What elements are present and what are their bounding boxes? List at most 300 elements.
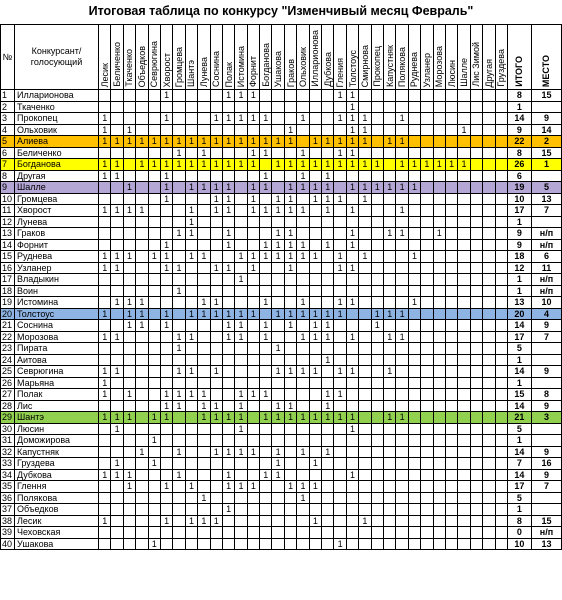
vote-cell: [396, 366, 408, 378]
vote-cell: [483, 124, 495, 136]
vote-cell: [284, 446, 296, 458]
vote-cell: [297, 101, 309, 113]
vote-cell: [247, 101, 259, 113]
vote-cell: [359, 435, 371, 447]
vote-cell: 1: [396, 182, 408, 194]
vote-cell: [198, 366, 210, 378]
vote-cell: [198, 527, 210, 539]
vote-cell: [458, 262, 470, 274]
voter-header-label: Ольховик: [297, 47, 308, 87]
vote-cell: [483, 515, 495, 527]
vote-cell: 1: [334, 308, 346, 320]
vote-cell: [458, 412, 470, 424]
contestant-name: Хворост: [15, 205, 99, 217]
vote-cell: [470, 538, 482, 550]
vote-cell: [123, 377, 135, 389]
vote-cell: 1: [260, 170, 272, 182]
place-cell: [531, 354, 561, 366]
total-cell: 13: [507, 297, 531, 309]
voter-header-label: Илларионова: [310, 30, 321, 87]
vote-cell: [260, 458, 272, 470]
vote-cell: [284, 285, 296, 297]
vote-cell: [408, 435, 420, 447]
vote-cell: 1: [322, 205, 334, 217]
vote-cell: [136, 412, 148, 424]
vote-cell: [371, 101, 383, 113]
vote-cell: [396, 343, 408, 355]
vote-cell: [371, 492, 383, 504]
vote-cell: [433, 481, 445, 493]
vote-cell: 1: [185, 205, 197, 217]
vote-cell: 1: [123, 182, 135, 194]
vote-cell: [210, 90, 222, 102]
vote-cell: [396, 124, 408, 136]
vote-cell: [458, 147, 470, 159]
vote-cell: [445, 182, 457, 194]
vote-cell: [198, 101, 210, 113]
total-cell: 0: [507, 527, 531, 539]
vote-cell: [272, 113, 284, 125]
place-cell: 9: [531, 400, 561, 412]
vote-cell: [123, 492, 135, 504]
vote-cell: [346, 504, 358, 516]
vote-cell: [334, 101, 346, 113]
vote-cell: [346, 389, 358, 401]
vote-cell: [210, 285, 222, 297]
vote-cell: [421, 343, 433, 355]
header-num: №: [1, 25, 15, 90]
vote-cell: [99, 90, 111, 102]
contestant-name: Руднева: [15, 251, 99, 263]
vote-cell: [334, 435, 346, 447]
vote-cell: [322, 90, 334, 102]
row-number: 2: [1, 101, 15, 113]
voter-header-label: Дубкова: [322, 52, 333, 87]
vote-cell: [359, 458, 371, 470]
vote-cell: 1: [111, 423, 123, 435]
vote-cell: [99, 101, 111, 113]
vote-cell: [371, 170, 383, 182]
vote-cell: [210, 274, 222, 286]
vote-cell: [408, 262, 420, 274]
voter-header-label: Морозова: [434, 45, 445, 87]
contestant-name: Ткаченко: [15, 101, 99, 113]
vote-cell: [247, 377, 259, 389]
vote-cell: 1: [235, 251, 247, 263]
voter-header-label: Гления: [335, 57, 346, 87]
table-row: [1, 320, 562, 332]
contestant-name: Дубкова: [15, 469, 99, 481]
vote-cell: [222, 389, 234, 401]
vote-cell: 1: [222, 239, 234, 251]
vote-cell: 1: [123, 251, 135, 263]
vote-cell: [160, 469, 172, 481]
voter-header-label: Хворост: [161, 52, 172, 87]
vote-cell: [309, 101, 321, 113]
vote-cell: 1: [247, 389, 259, 401]
vote-cell: 1: [458, 124, 470, 136]
vote-cell: [334, 331, 346, 343]
vote-cell: [495, 527, 507, 539]
vote-cell: [322, 515, 334, 527]
contestant-name: Толстоус: [15, 308, 99, 320]
vote-cell: [260, 527, 272, 539]
vote-cell: 1: [371, 308, 383, 320]
vote-cell: [111, 538, 123, 550]
vote-cell: [185, 458, 197, 470]
vote-cell: 1: [99, 262, 111, 274]
vote-cell: [272, 538, 284, 550]
vote-cell: [160, 343, 172, 355]
vote-cell: 1: [222, 193, 234, 205]
vote-cell: [198, 228, 210, 240]
vote-cell: [359, 239, 371, 251]
vote-cell: [359, 320, 371, 332]
voter-header: [495, 25, 507, 90]
vote-cell: [160, 492, 172, 504]
vote-cell: 1: [99, 377, 111, 389]
vote-cell: [123, 285, 135, 297]
vote-cell: [384, 435, 396, 447]
vote-cell: [396, 527, 408, 539]
vote-cell: [235, 297, 247, 309]
vote-cell: [173, 458, 185, 470]
vote-cell: [173, 251, 185, 263]
place-cell: [531, 504, 561, 516]
vote-cell: [210, 481, 222, 493]
vote-cell: 1: [198, 400, 210, 412]
vote-cell: [136, 458, 148, 470]
vote-cell: [458, 297, 470, 309]
vote-cell: 1: [222, 205, 234, 217]
voter-header-label: Громцева: [174, 46, 185, 87]
vote-cell: [198, 262, 210, 274]
voter-header-label: Объедков: [136, 45, 147, 87]
vote-cell: [334, 458, 346, 470]
vote-cell: [458, 481, 470, 493]
vote-cell: 1: [185, 136, 197, 148]
contestant-name: Шантэ: [15, 412, 99, 424]
vote-cell: [458, 492, 470, 504]
vote-cell: [421, 182, 433, 194]
vote-cell: 1: [222, 308, 234, 320]
vote-cell: [470, 446, 482, 458]
vote-cell: [123, 147, 135, 159]
vote-cell: [247, 400, 259, 412]
vote-cell: [123, 435, 135, 447]
vote-cell: [173, 504, 185, 516]
vote-cell: [408, 90, 420, 102]
vote-cell: [483, 216, 495, 228]
vote-cell: 1: [272, 205, 284, 217]
vote-cell: 1: [297, 170, 309, 182]
vote-cell: 1: [99, 469, 111, 481]
vote-cell: [297, 193, 309, 205]
vote-cell: [160, 124, 172, 136]
vote-cell: [408, 527, 420, 539]
vote-cell: [408, 400, 420, 412]
vote-cell: [445, 216, 457, 228]
place-cell: 10: [531, 297, 561, 309]
vote-cell: [495, 446, 507, 458]
vote-cell: [445, 101, 457, 113]
vote-cell: [235, 458, 247, 470]
vote-cell: 1: [123, 320, 135, 332]
vote-cell: [408, 389, 420, 401]
vote-cell: 1: [334, 538, 346, 550]
vote-cell: 1: [297, 446, 309, 458]
vote-cell: [396, 435, 408, 447]
vote-cell: [148, 216, 160, 228]
vote-cell: 1: [222, 504, 234, 516]
vote-cell: [371, 458, 383, 470]
vote-cell: 1: [111, 331, 123, 343]
vote-cell: [396, 389, 408, 401]
vote-cell: [384, 538, 396, 550]
vote-cell: 1: [99, 308, 111, 320]
table-row: [1, 101, 562, 113]
vote-cell: [160, 331, 172, 343]
vote-cell: [123, 343, 135, 355]
vote-cell: [384, 101, 396, 113]
vote-cell: 1: [421, 159, 433, 171]
vote-cell: 1: [297, 481, 309, 493]
vote-cell: 1: [260, 389, 272, 401]
vote-cell: [458, 400, 470, 412]
vote-cell: [359, 101, 371, 113]
vote-cell: [99, 423, 111, 435]
vote-cell: [445, 136, 457, 148]
vote-cell: [421, 446, 433, 458]
vote-cell: 1: [396, 412, 408, 424]
vote-cell: [495, 492, 507, 504]
vote-cell: [458, 251, 470, 263]
vote-cell: [222, 274, 234, 286]
vote-cell: [408, 492, 420, 504]
voter-header-label: Толстоус: [347, 49, 358, 87]
vote-cell: [359, 504, 371, 516]
vote-cell: [384, 205, 396, 217]
voter-header-label: Истомина: [236, 45, 246, 87]
vote-cell: 1: [235, 389, 247, 401]
contestant-name: Объедков: [15, 504, 99, 516]
vote-cell: [247, 170, 259, 182]
vote-cell: [235, 205, 247, 217]
vote-cell: [483, 458, 495, 470]
vote-cell: [99, 228, 111, 240]
row-number: 29: [1, 412, 15, 424]
vote-cell: 1: [185, 182, 197, 194]
vote-cell: [148, 147, 160, 159]
vote-cell: 1: [247, 251, 259, 263]
vote-cell: 1: [247, 446, 259, 458]
vote-cell: 1: [272, 400, 284, 412]
vote-cell: [384, 492, 396, 504]
vote-cell: [247, 435, 259, 447]
vote-cell: 1: [247, 90, 259, 102]
vote-cell: 1: [173, 159, 185, 171]
vote-cell: [445, 228, 457, 240]
vote-cell: [421, 527, 433, 539]
vote-cell: [396, 481, 408, 493]
vote-cell: 1: [235, 308, 247, 320]
vote-cell: 1: [433, 159, 445, 171]
vote-cell: [346, 320, 358, 332]
vote-cell: 1: [123, 389, 135, 401]
vote-cell: [408, 458, 420, 470]
vote-cell: [260, 228, 272, 240]
vote-cell: [210, 458, 222, 470]
vote-cell: [222, 170, 234, 182]
voter-header-label: Соснина: [211, 51, 222, 87]
vote-cell: [173, 423, 185, 435]
vote-cell: 1: [334, 389, 346, 401]
vote-cell: [247, 274, 259, 286]
vote-cell: [123, 354, 135, 366]
vote-cell: [483, 228, 495, 240]
vote-cell: 1: [173, 389, 185, 401]
vote-cell: [359, 297, 371, 309]
vote-cell: [334, 274, 346, 286]
vote-cell: [111, 377, 123, 389]
vote-cell: [210, 101, 222, 113]
vote-cell: [445, 377, 457, 389]
vote-cell: [99, 343, 111, 355]
vote-cell: [384, 113, 396, 125]
vote-cell: [99, 274, 111, 286]
vote-cell: [210, 251, 222, 263]
place-cell: 15: [531, 515, 561, 527]
place-cell: [531, 170, 561, 182]
vote-cell: 1: [210, 113, 222, 125]
vote-cell: [359, 538, 371, 550]
vote-cell: [247, 366, 259, 378]
vote-cell: [297, 354, 309, 366]
vote-cell: 1: [210, 446, 222, 458]
vote-cell: [148, 504, 160, 516]
vote-cell: [148, 400, 160, 412]
table-row: [1, 262, 562, 274]
place-cell: 11: [531, 262, 561, 274]
vote-cell: 1: [260, 182, 272, 194]
vote-cell: [297, 458, 309, 470]
vote-cell: [421, 101, 433, 113]
table-row: [1, 159, 562, 171]
vote-cell: [470, 412, 482, 424]
vote-cell: [433, 492, 445, 504]
vote-cell: [160, 354, 172, 366]
vote-cell: [148, 366, 160, 378]
vote-cell: 1: [148, 136, 160, 148]
voter-header: [148, 25, 160, 90]
contestant-name: Другая: [15, 170, 99, 182]
contestant-name: Полякова: [15, 492, 99, 504]
vote-cell: [408, 377, 420, 389]
vote-cell: [272, 147, 284, 159]
vote-cell: 1: [198, 308, 210, 320]
vote-cell: [421, 423, 433, 435]
vote-cell: 1: [111, 136, 123, 148]
vote-cell: [421, 147, 433, 159]
vote-cell: [284, 354, 296, 366]
vote-cell: [433, 320, 445, 332]
vote-cell: [222, 124, 234, 136]
vote-cell: [247, 124, 259, 136]
vote-cell: [495, 113, 507, 125]
header-place-label: МЕСТО: [541, 54, 552, 87]
contestant-name: Владыкин: [15, 274, 99, 286]
vote-cell: [495, 389, 507, 401]
vote-cell: [458, 90, 470, 102]
vote-cell: [198, 423, 210, 435]
voter-header-label: Ткаченко: [124, 49, 135, 87]
vote-cell: [346, 216, 358, 228]
vote-cell: [421, 216, 433, 228]
vote-cell: [495, 504, 507, 516]
vote-cell: [495, 354, 507, 366]
vote-cell: 1: [272, 239, 284, 251]
vote-cell: [148, 389, 160, 401]
vote-cell: [297, 389, 309, 401]
vote-cell: 1: [247, 481, 259, 493]
vote-cell: [433, 297, 445, 309]
vote-cell: 1: [148, 538, 160, 550]
vote-cell: [99, 297, 111, 309]
vote-cell: [247, 458, 259, 470]
vote-cell: [297, 90, 309, 102]
vote-cell: [235, 170, 247, 182]
vote-cell: 1: [136, 446, 148, 458]
vote-cell: [322, 124, 334, 136]
row-number: 39: [1, 527, 15, 539]
vote-cell: [495, 251, 507, 263]
vote-cell: [185, 320, 197, 332]
total-cell: 5: [507, 343, 531, 355]
vote-cell: [458, 239, 470, 251]
table-row: [1, 412, 562, 424]
vote-cell: [272, 285, 284, 297]
vote-cell: 1: [173, 228, 185, 240]
vote-cell: [309, 285, 321, 297]
vote-cell: [458, 113, 470, 125]
vote-cell: [470, 262, 482, 274]
table-row: [1, 228, 562, 240]
vote-cell: 1: [210, 136, 222, 148]
vote-cell: [235, 515, 247, 527]
vote-cell: [297, 400, 309, 412]
vote-cell: 1: [185, 159, 197, 171]
vote-cell: [371, 216, 383, 228]
vote-cell: 1: [359, 159, 371, 171]
vote-cell: [396, 147, 408, 159]
total-cell: 12: [507, 262, 531, 274]
vote-cell: [483, 331, 495, 343]
total-cell: 5: [507, 492, 531, 504]
vote-cell: [371, 377, 383, 389]
vote-cell: 1: [210, 412, 222, 424]
place-cell: 9: [531, 469, 561, 481]
vote-cell: [371, 136, 383, 148]
table-row: [1, 458, 562, 470]
voter-header-label: Полякова: [397, 46, 408, 87]
vote-cell: [433, 136, 445, 148]
vote-cell: 1: [185, 251, 197, 263]
vote-cell: [445, 469, 457, 481]
vote-cell: [495, 285, 507, 297]
total-cell: 14: [507, 366, 531, 378]
vote-cell: [136, 400, 148, 412]
vote-cell: [185, 377, 197, 389]
